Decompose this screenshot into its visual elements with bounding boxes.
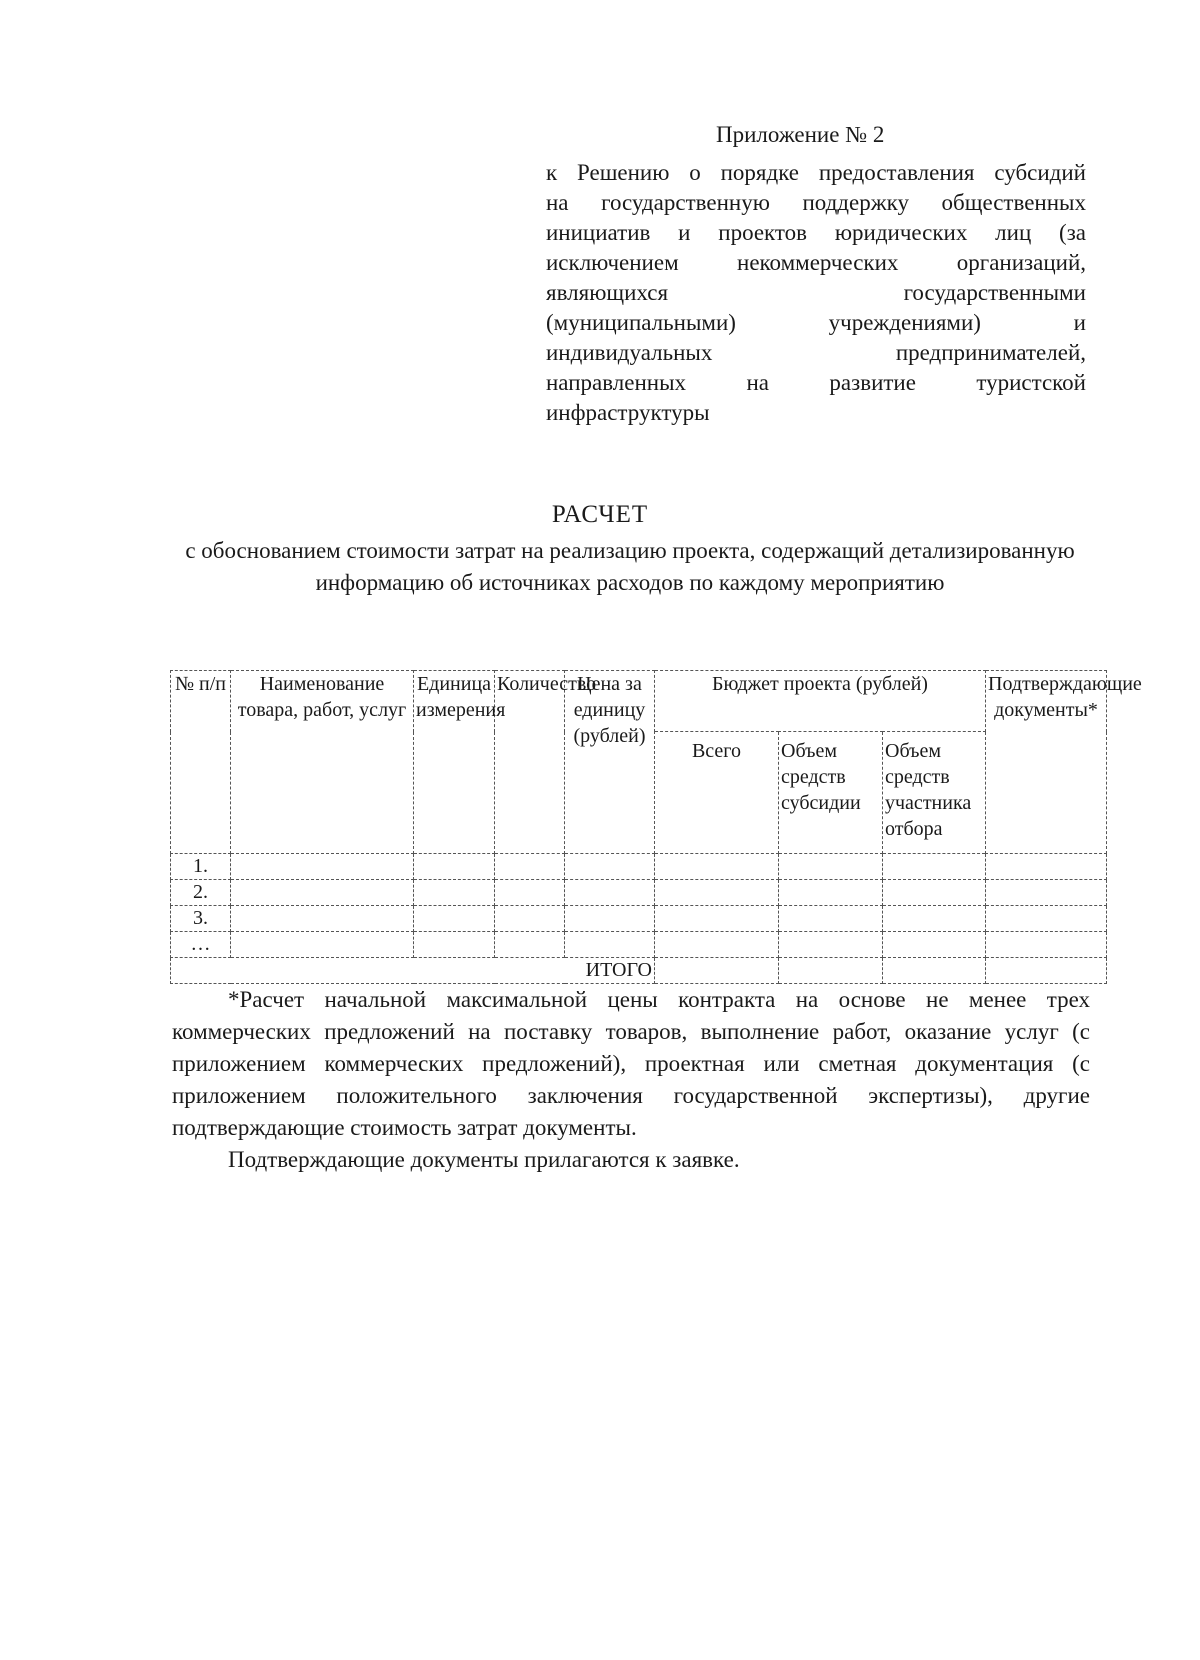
table-cell xyxy=(414,880,495,906)
table-cell xyxy=(495,932,565,958)
table-cell xyxy=(495,880,565,906)
table-cell xyxy=(231,880,414,906)
table-cell xyxy=(495,854,565,880)
table-cell xyxy=(655,958,779,984)
footnote xyxy=(172,984,1090,1176)
table-row xyxy=(171,880,1107,906)
table-cell xyxy=(414,906,495,932)
table-cell xyxy=(231,854,414,880)
table-row xyxy=(171,854,1107,880)
header-participant: Объем средств участника отбора xyxy=(883,732,986,854)
header-qty: Количество xyxy=(495,671,565,854)
table-cell xyxy=(565,880,655,906)
footnote-paragraph: Подтверждающие документы прилагаются к заявке. xyxy=(228,1147,740,1172)
table-cell xyxy=(414,854,495,880)
row-number: 3. xyxy=(171,906,231,932)
table-cell xyxy=(883,880,986,906)
calc-title: РАСЧЕТ xyxy=(551,501,649,528)
table-cell xyxy=(655,880,779,906)
table-cell xyxy=(883,932,986,958)
appendix-line: исключением некоммерческих организаций, xyxy=(546,250,1086,275)
table-cell xyxy=(655,932,779,958)
appendix-title: Приложение № 2 xyxy=(716,122,885,147)
appendix-line: на государственную поддержку общественных xyxy=(546,190,1086,215)
table-total-row xyxy=(171,958,1107,984)
appendix-line: инициатив и проектов юридических лиц (за xyxy=(546,220,1086,245)
table-cell xyxy=(883,854,986,880)
table-cell xyxy=(655,906,779,932)
table-cell xyxy=(495,906,565,932)
header-unit: Единица измерения xyxy=(414,671,495,854)
table-header-row xyxy=(171,671,1107,732)
header-total: Всего xyxy=(655,732,779,854)
cost-table xyxy=(170,670,1142,984)
table-row xyxy=(171,906,1107,932)
table-cell xyxy=(779,906,883,932)
footnote-paragraph: *Расчет начальной максимальной цены контракта на основе не менее трех коммерческих предложений на поставку товаров, выполнение работ, оказание услуг (с приложением коммерческих предложений), проектная или сметная документация (с приложением положительного заключения государственной экспертизы), другие подтверждающие стоимость затрат документы. xyxy=(172,987,1090,1140)
table-cell xyxy=(883,906,986,932)
table-cell xyxy=(655,854,779,880)
table-cell xyxy=(779,958,883,984)
appendix-line: к Решению о порядке предоставления субсидий xyxy=(546,160,1086,185)
table-cell xyxy=(779,880,883,906)
row-number: 2. xyxy=(171,880,231,906)
appendix-line: являющихся государственными xyxy=(546,280,1086,305)
table-cell xyxy=(565,932,655,958)
table-cell xyxy=(414,932,495,958)
table-cell xyxy=(986,958,1107,984)
row-number: … xyxy=(171,932,231,958)
total-label: ИТОГО xyxy=(171,958,655,984)
table-cell xyxy=(779,932,883,958)
appendix-line: инфраструктуры xyxy=(546,400,710,425)
header-subsidy: Объем средств субсидии xyxy=(779,732,883,854)
header-budget: Бюджет проекта (рублей) xyxy=(655,671,986,732)
table-cell xyxy=(883,958,986,984)
header-name: Наименование товара, работ, услуг xyxy=(231,671,414,854)
appendix-line: (муниципальными) учреждениями) и xyxy=(546,310,1086,335)
appendix-line: индивидуальных предпринимателей, xyxy=(546,340,1086,365)
table-row xyxy=(171,932,1107,958)
table-cell xyxy=(986,906,1107,932)
table-cell xyxy=(986,932,1107,958)
appendix-line: направленных на развитие туристской xyxy=(546,370,1086,395)
header-docs: Подтверждающие документы* xyxy=(986,671,1107,854)
header-num: № п/п xyxy=(171,671,231,854)
row-number: 1. xyxy=(171,854,231,880)
table-cell xyxy=(986,854,1107,880)
table-cell xyxy=(986,880,1107,906)
table-cell xyxy=(231,906,414,932)
header-price: Цена за единицу (рублей) xyxy=(565,671,655,854)
table-cell xyxy=(565,854,655,880)
calc-subtitle: с обоснованием стоимости затрат на реализацию проекта, содержащий детализированную информацию об источниках расходов по каждому мероприятию xyxy=(185,538,1075,595)
table-cell xyxy=(779,854,883,880)
table-cell xyxy=(231,932,414,958)
appendix-description xyxy=(546,158,1086,428)
table-cell xyxy=(565,906,655,932)
